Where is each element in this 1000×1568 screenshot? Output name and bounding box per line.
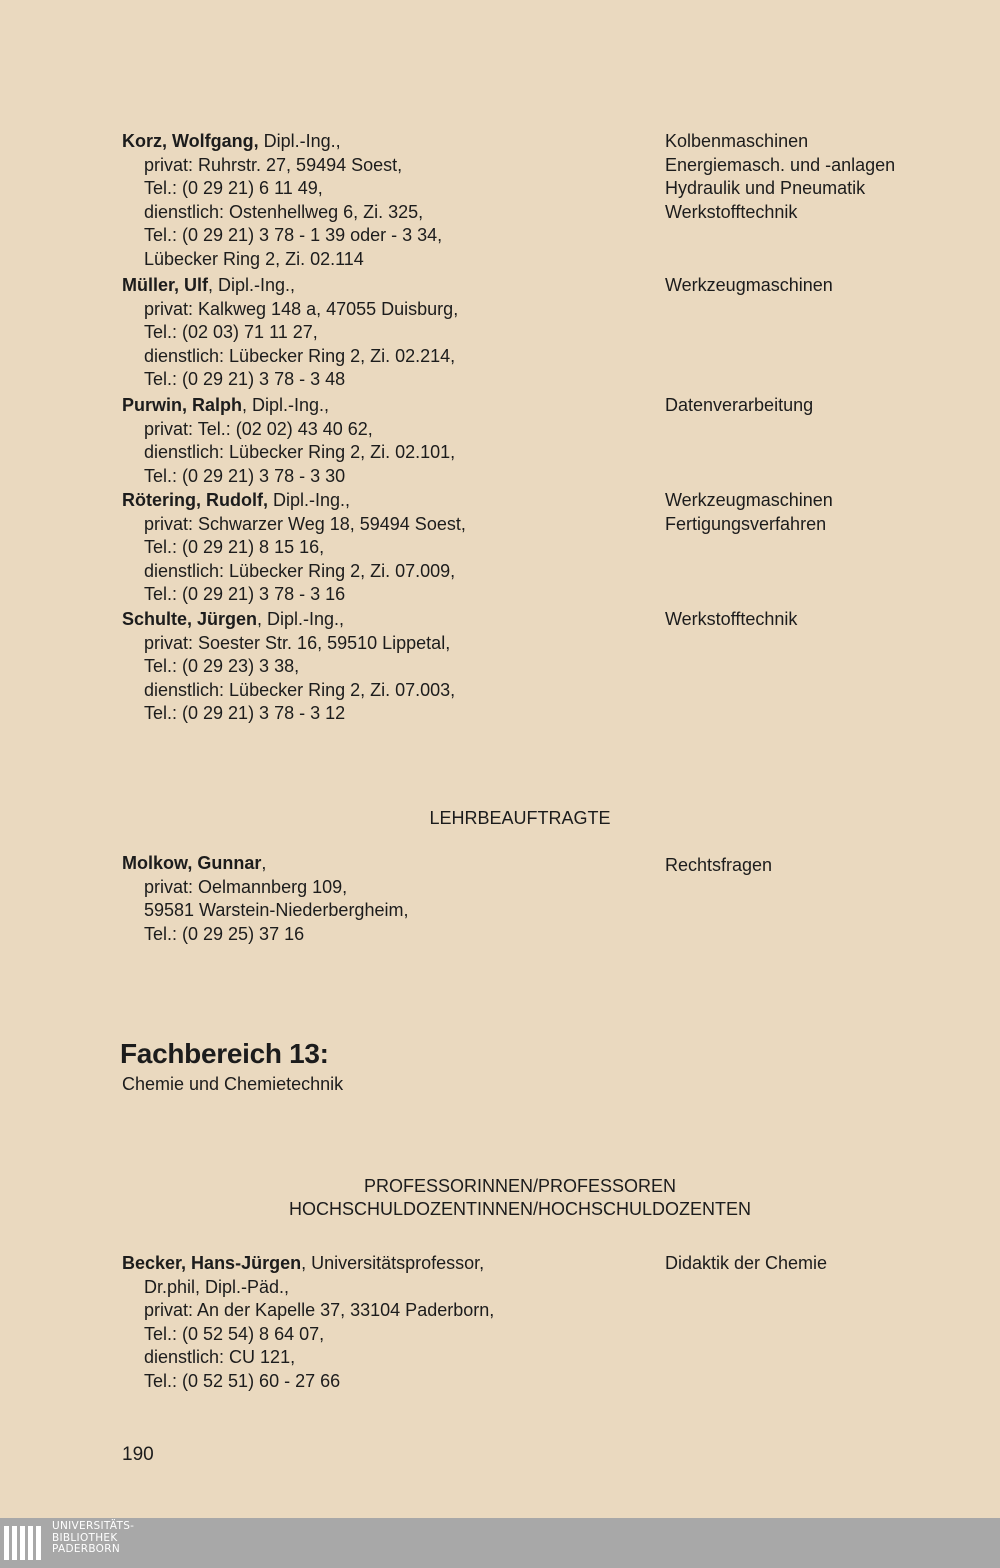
subject: Werkstofftechnik — [665, 609, 798, 629]
address-line: dienstlich: Lübecker Ring 2, Zi. 07.009, — [144, 560, 456, 581]
address-line: dienstlich: CU 121, — [144, 1347, 296, 1367]
person-entry-molkow — [122, 852, 408, 946]
subject: Werkstofftechnik — [665, 201, 798, 222]
person-title: , Universitätsprofessor, — [301, 1253, 485, 1273]
person-name: Rötering, Rudolf, — [122, 490, 268, 510]
person-title: , Dipl.-Ing., — [242, 395, 330, 415]
subject: Fertigungsverfahren — [665, 513, 827, 534]
section-heading-professoren — [0, 1175, 1000, 1221]
address-line: privat: Schwarzer Weg 18, 59494 Soest, — [144, 513, 466, 534]
logo-line: PADERBORN — [52, 1543, 120, 1555]
person-name: Schulte, Jürgen — [122, 609, 258, 629]
person-name: Becker, Hans-Jürgen — [122, 1253, 302, 1273]
subject: Kolbenmaschinen — [665, 131, 809, 151]
subject-list-purwin — [665, 394, 813, 418]
library-footer-bar — [0, 1518, 1000, 1568]
person-title: Dipl.-Ing., — [258, 131, 341, 151]
address-line: privat: Soester Str. 16, 59510 Lippetal, — [144, 632, 451, 653]
subject-list-mueller — [665, 274, 833, 298]
person-entry-mueller — [122, 274, 458, 392]
department-title: Fachbereich 13: — [120, 1038, 329, 1069]
subject: Werkzeugmaschinen — [665, 490, 833, 510]
phone-line: Tel.: (0 29 23) 3 38, — [144, 656, 300, 676]
subject: Werkzeugmaschinen — [665, 275, 833, 295]
person-entry-roetering — [122, 489, 466, 607]
person-entry-schulte — [122, 608, 455, 726]
person-title: Dipl.-Ing., — [267, 490, 351, 510]
person-name: Müller, Ulf — [122, 275, 209, 295]
phone-line: Tel.: (0 29 21) 3 78 - 3 48 — [144, 369, 346, 389]
subject: Rechtsfragen — [665, 855, 773, 875]
phone-line: Tel.: (0 29 21) 8 15 16, — [144, 537, 325, 557]
section-heading-lehrbeauftragte: LEHRBEAUFTRAGTE — [429, 808, 611, 828]
address-line: privat: Oelmannberg 109, — [144, 876, 348, 897]
phone-line: Tel.: (0 52 51) 60 - 27 66 — [144, 1370, 341, 1391]
address-line: dienstlich: Lübecker Ring 2, Zi. 02.214, — [144, 345, 456, 366]
subject-list-becker — [665, 1252, 827, 1276]
address-line: Lübecker Ring 2, Zi. 02.114 — [144, 248, 364, 269]
subject: Didaktik der Chemie — [665, 1253, 828, 1273]
phone-line: Tel.: (0 52 54) 8 64 07, — [144, 1323, 325, 1344]
phone-line: privat: Tel.: (02 02) 43 40 62, — [144, 418, 373, 439]
address-line: dienstlich: Ostenhellweg 6, Zi. 325, — [144, 201, 424, 222]
person-name: Purwin, Ralph — [122, 395, 243, 415]
subject-list-korz — [665, 130, 895, 224]
phone-line: Tel.: (0 29 21) 3 78 - 3 16 — [144, 584, 346, 604]
logo-line: UNIVERSITÄTS- — [52, 1520, 135, 1532]
person-entry-purwin — [122, 394, 455, 488]
subject: Energiemasch. und -anlagen — [665, 154, 896, 175]
address-line: 59581 Warstein-Niederbergheim, — [144, 900, 409, 920]
section-heading-line: PROFESSORINNEN/PROFESSOREN — [363, 1176, 677, 1196]
subject-list-schulte — [665, 608, 797, 632]
address-line: dienstlich: Lübecker Ring 2, Zi. 02.101, — [144, 442, 456, 462]
page-number: 190 — [122, 1444, 154, 1465]
phone-line: Tel.: (0 29 21) 3 78 - 3 30 — [144, 465, 346, 486]
library-logo-text — [52, 1521, 134, 1556]
address-line: privat: An der Kapelle 37, 33104 Paderborn, — [144, 1300, 495, 1320]
person-name: Korz, Wolfgang, — [122, 131, 259, 151]
degree-line: Dr.phil, Dipl.-Päd., — [144, 1276, 290, 1297]
subject-list-roetering — [665, 489, 833, 536]
subject: Datenverarbeitung — [665, 395, 814, 415]
phone-line: Tel.: (0 29 25) 37 16 — [144, 923, 305, 944]
subject-list-molkow — [665, 854, 772, 878]
address-line: privat: Kalkweg 148 a, 47055 Duisburg, — [144, 298, 459, 319]
phone-line: Tel.: (0 29 21) 3 78 - 1 39 oder - 3 34, — [144, 225, 443, 245]
person-title: , — [261, 853, 267, 873]
subject: Hydraulik und Pneumatik — [665, 178, 866, 198]
address-line: privat: Ruhrstr. 27, 59494 Soest, — [144, 154, 403, 175]
phone-line: Tel.: (0 29 21) 6 11 49, — [144, 178, 323, 198]
person-title: , Dipl.-Ing., — [257, 609, 345, 629]
person-entry-becker — [122, 1252, 494, 1393]
phone-line: Tel.: (02 03) 71 11 27, — [144, 322, 318, 342]
address-line: dienstlich: Lübecker Ring 2, Zi. 07.003, — [144, 679, 456, 700]
person-entry-korz — [122, 130, 442, 271]
library-logo-icon — [4, 1526, 41, 1560]
department-subtitle: Chemie und Chemietechnik — [122, 1074, 344, 1094]
person-name: Molkow, Gunnar — [122, 853, 262, 873]
person-title: , Dipl.-Ing., — [208, 275, 296, 295]
logo-line: BIBLIOTHEK — [52, 1531, 118, 1544]
section-heading-line: HOCHSCHULDOZENTINNEN/HOCHSCHULDOZENTEN — [288, 1199, 752, 1219]
phone-line: Tel.: (0 29 21) 3 78 - 3 12 — [144, 703, 346, 723]
